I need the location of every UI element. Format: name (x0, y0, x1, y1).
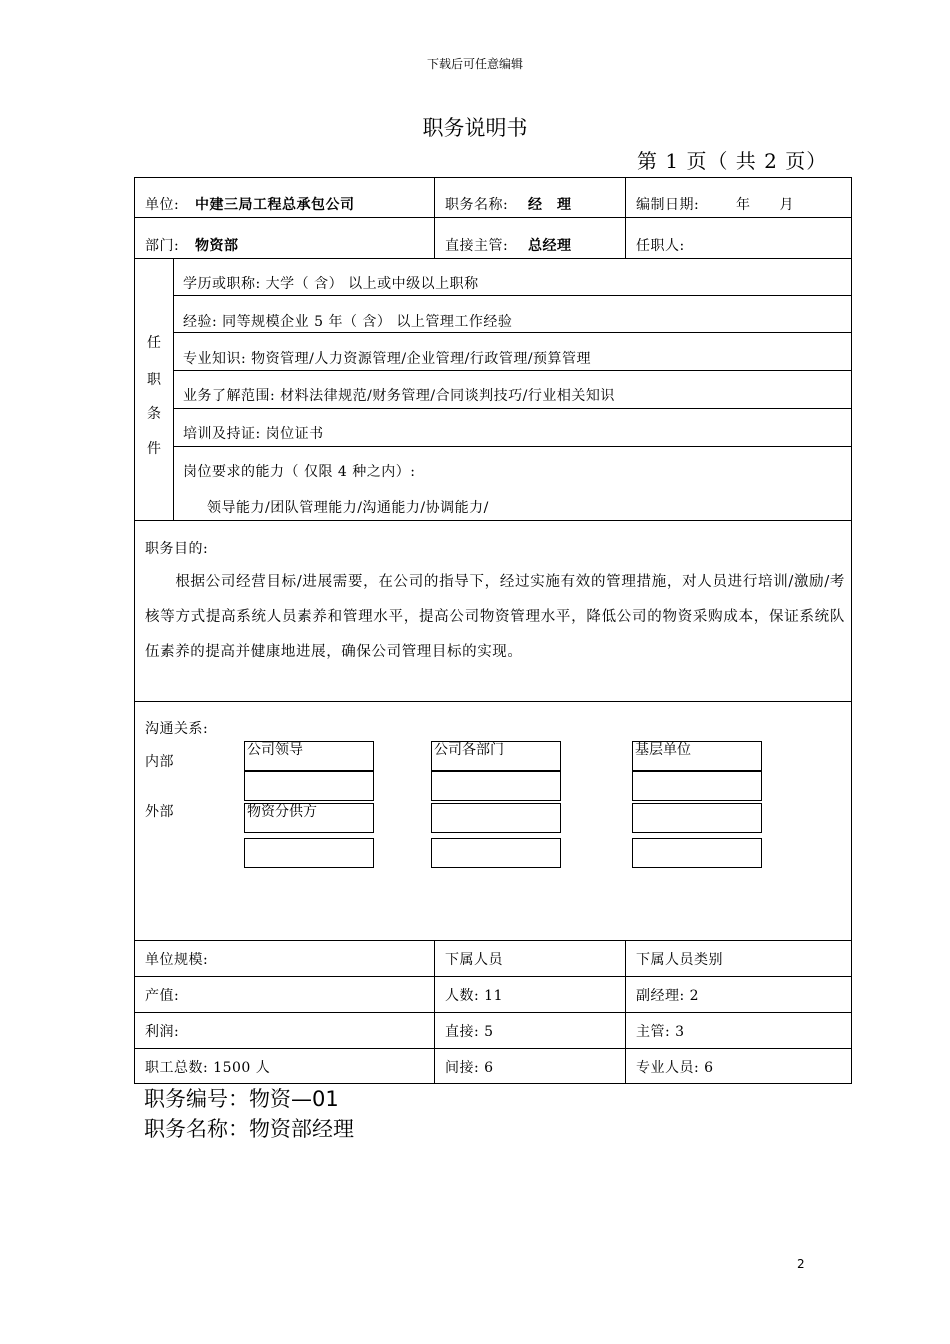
page-number: 2 (797, 1257, 805, 1271)
holder-label: 任职人: (636, 238, 685, 254)
unit-scale-label: 单位规模: (145, 952, 209, 968)
rule (134, 940, 852, 941)
rule (625, 177, 626, 258)
rule (173, 295, 852, 296)
indirect-count: 间接: 6 (445, 1060, 494, 1076)
rule (434, 177, 435, 258)
qualification-side-label: 职 (147, 372, 161, 388)
qualification-side-label: 任 (147, 335, 161, 351)
purpose-text: 根据公司经营目标/进展需要，在公司的指导下，经过实施有效的管理措施，对人员进行培训/激励/考核等方式提高系统人员素养和管理水平，提高公司物资管理水平，降低公司的物资采购成本，保证系统队伍素养的提高并健康地进展，确保公司管理目标的实现。 (145, 574, 845, 660)
unit-label: 单位: (145, 197, 180, 213)
purpose-label: 职务目的: (145, 541, 209, 557)
supervisor-label: 直接主管: (445, 238, 509, 254)
comm-box (244, 838, 374, 868)
comm-box (632, 771, 762, 801)
rule (434, 940, 435, 1084)
business-scope: 业务了解范围: 材料法律规范/财务管理/合同谈判技巧/行业相关知识 (183, 388, 615, 404)
unit-value: 中建三局工程总承包公司 (195, 197, 355, 213)
comm-box: 公司各部门 (431, 741, 561, 771)
rule (134, 217, 852, 218)
rule (173, 408, 852, 409)
comm-box: 公司领导 (244, 741, 374, 771)
subordinates-label: 下属人员 (445, 952, 503, 968)
document-title: 职务说明书 (422, 116, 528, 140)
subordinate-types-label: 下属人员类别 (636, 952, 723, 968)
job-name-value: 经 理 (528, 197, 572, 213)
knowledge-requirement: 专业知识: 物资管理/人力资源管理/企业管理/行政管理/预算管理 (183, 351, 592, 367)
profit-label: 利润: (145, 1024, 180, 1040)
rule (134, 1012, 852, 1013)
rule (134, 976, 852, 977)
ability-label: 岗位要求的能力（ 仅限 4 种之内）: (183, 464, 416, 480)
qualification-side-label: 件 (147, 441, 161, 457)
rule (625, 940, 626, 1084)
communication-label: 沟通关系: (145, 721, 209, 737)
rule (134, 520, 852, 521)
specialist-count: 专业人员: 6 (636, 1060, 714, 1076)
header-note: 下载后可任意编辑 (426, 57, 523, 71)
rule (173, 446, 852, 447)
headcount: 人数: 11 (445, 988, 503, 1004)
dept-label: 部门: (145, 238, 180, 254)
output-value-label: 产值: (145, 988, 180, 1004)
experience-requirement: 经验: 同等规模企业 5 年（ 含） 以上管理工作经验 (183, 314, 513, 330)
comm-box (431, 771, 561, 801)
date-value: 年 月 (736, 197, 794, 213)
rule (173, 258, 174, 520)
comm-box (431, 803, 561, 833)
date-label: 编制日期: (636, 197, 700, 213)
supervisor-value: 总经理 (528, 238, 572, 254)
rule (173, 370, 852, 371)
rule (173, 332, 852, 333)
job-name-label: 职务名称: (445, 197, 509, 213)
rule (134, 258, 852, 259)
job-title: 职务名称：物资部经理 (144, 1117, 354, 1141)
qualification-side-label: 条 (147, 406, 161, 422)
training-certificate: 培训及持证: 岗位证书 (183, 426, 324, 442)
rule (134, 701, 852, 702)
total-staff: 职工总数: 1500 人 (145, 1060, 271, 1076)
comm-box (632, 803, 762, 833)
internal-label: 内部 (145, 754, 174, 770)
external-label: 外部 (145, 804, 174, 820)
ability-value: 领导能力/团队管理能力/沟通能力/协调能力/ (207, 500, 489, 516)
direct-count: 直接: 5 (445, 1024, 494, 1040)
comm-box (244, 771, 374, 801)
comm-box: 物资分供方 (244, 803, 374, 833)
education-requirement: 学历或职称: 大学（ 含） 以上或中级以上职称 (183, 276, 479, 292)
comm-box (632, 838, 762, 868)
comm-box: 基层单位 (632, 741, 762, 771)
supervisor-count: 主管: 3 (636, 1024, 685, 1040)
job-code: 职务编号：物资—01 (144, 1087, 339, 1111)
dept-value: 物资部 (195, 238, 239, 254)
comm-box (431, 838, 561, 868)
rule (134, 1048, 852, 1049)
deputy-count: 副经理: 2 (636, 988, 700, 1004)
page-indicator: 第 1 页（ 共 2 页） (637, 149, 828, 173)
